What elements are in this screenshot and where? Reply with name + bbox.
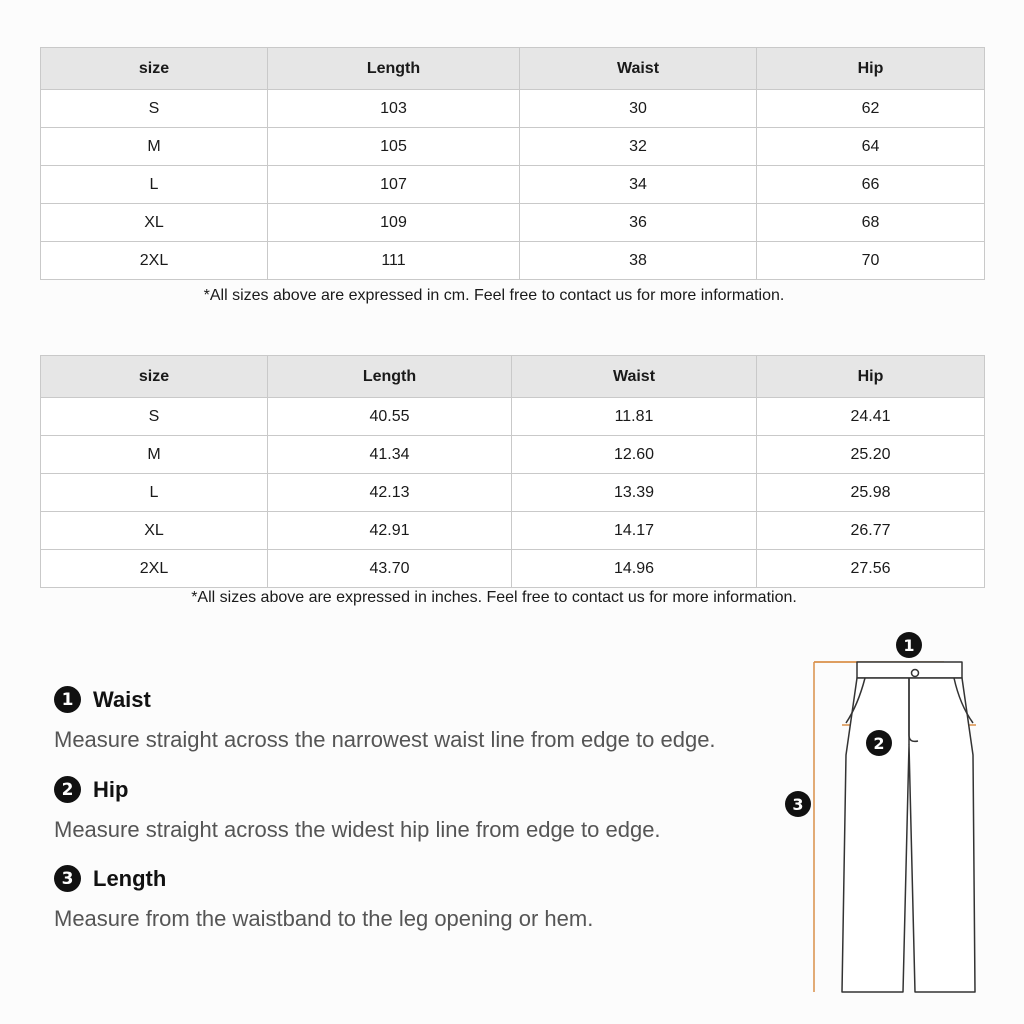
waist-cell: 14.17 — [512, 512, 757, 550]
guide-title-label: Hip — [93, 776, 129, 802]
marker-waist-label: 1 — [903, 636, 915, 655]
guide-description-hip: Measure straight across the widest hip line from edge to edge. — [54, 817, 661, 842]
table-row — [41, 242, 985, 280]
table-note-cm: *All sizes above are expressed in cm. Feel free to contact us for more information. — [203, 287, 785, 304]
column-header-size: size — [41, 356, 268, 398]
size-cell: M — [41, 128, 268, 166]
column-header-waist: Waist — [520, 48, 757, 90]
waist-cell: 14.96 — [512, 550, 757, 588]
guide-description-length: Measure from the waistband to the leg opening or hem. — [54, 906, 594, 931]
marker-length — [785, 791, 811, 817]
hip-cell: 62 — [757, 90, 985, 128]
size-cell: S — [41, 398, 268, 436]
table-row — [41, 90, 985, 128]
guide-title-hip — [54, 776, 661, 803]
table-row — [41, 398, 985, 436]
hip-cell: 26.77 — [757, 512, 985, 550]
length-cell: 42.13 — [268, 474, 512, 512]
size-cell: XL — [41, 512, 268, 550]
hip-cell: 64 — [757, 128, 985, 166]
hip-cell: 27.56 — [757, 550, 985, 588]
length-cell: 107 — [268, 166, 520, 204]
waist-cell: 11.81 — [512, 398, 757, 436]
length-cell: 111 — [268, 242, 520, 280]
marker-hip-label: 2 — [873, 734, 885, 753]
guide-item-length — [54, 865, 593, 932]
column-header-length: Length — [268, 356, 512, 398]
table-row — [41, 204, 985, 242]
length-cell: 103 — [268, 90, 520, 128]
length-cell: 43.70 — [268, 550, 512, 588]
marker-hip — [866, 730, 892, 756]
table-note-inches: *All sizes above are expressed in inches. Feel free to contact us for more information. — [191, 589, 797, 606]
column-header-length: Length — [268, 48, 520, 90]
length-cell: 105 — [268, 128, 520, 166]
pants-outline-icon — [842, 662, 975, 992]
table-row — [41, 512, 985, 550]
waist-cell: 32 — [520, 128, 757, 166]
hip-cell: 70 — [757, 242, 985, 280]
hip-cell: 25.98 — [757, 474, 985, 512]
size-cell: M — [41, 436, 268, 474]
length-cell: 40.55 — [268, 398, 512, 436]
hip-cell: 25.20 — [757, 436, 985, 474]
table-row — [41, 550, 985, 588]
guide-title-length — [54, 865, 593, 892]
length-cell: 42.91 — [268, 512, 512, 550]
guide-item-hip — [54, 776, 661, 843]
waist-cell: 36 — [520, 204, 757, 242]
size-table-inches — [40, 355, 985, 588]
number-one-badge-icon: 1 — [54, 686, 81, 713]
number-two-badge-icon: 2 — [54, 776, 81, 803]
number-three-badge-icon: 3 — [54, 865, 81, 892]
waist-cell: 34 — [520, 166, 757, 204]
waist-cell: 30 — [520, 90, 757, 128]
table-header-row — [41, 356, 985, 398]
size-table-cm — [40, 47, 985, 280]
table-row — [41, 128, 985, 166]
marker-waist — [896, 632, 922, 658]
hip-cell: 66 — [757, 166, 985, 204]
column-header-waist: Waist — [512, 356, 757, 398]
marker-length-label: 3 — [792, 795, 804, 814]
waist-cell: 38 — [520, 242, 757, 280]
column-header-hip: Hip — [757, 48, 985, 90]
guide-title-label: Waist — [93, 686, 151, 712]
size-cell: 2XL — [41, 242, 268, 280]
length-cell: 109 — [268, 204, 520, 242]
length-cell: 41.34 — [268, 436, 512, 474]
size-cell: XL — [41, 204, 268, 242]
hip-cell: 24.41 — [757, 398, 985, 436]
size-cell: L — [41, 166, 268, 204]
guide-title-label: Length — [93, 865, 167, 891]
table-row — [41, 436, 985, 474]
table-row — [41, 474, 985, 512]
table-row — [41, 166, 985, 204]
table-header-row — [41, 48, 985, 90]
size-cell: L — [41, 474, 268, 512]
pants-illustration — [770, 625, 1000, 1005]
size-cell: 2XL — [41, 550, 268, 588]
column-header-hip: Hip — [757, 356, 985, 398]
size-cell: S — [41, 90, 268, 128]
waist-cell: 13.39 — [512, 474, 757, 512]
waist-cell: 12.60 — [512, 436, 757, 474]
column-header-size: size — [41, 48, 268, 90]
hip-cell: 68 — [757, 204, 985, 242]
guide-title-waist — [54, 686, 716, 713]
guide-item-waist — [54, 686, 716, 753]
guide-description-waist: Measure straight across the narrowest waist line from edge to edge. — [54, 727, 716, 752]
